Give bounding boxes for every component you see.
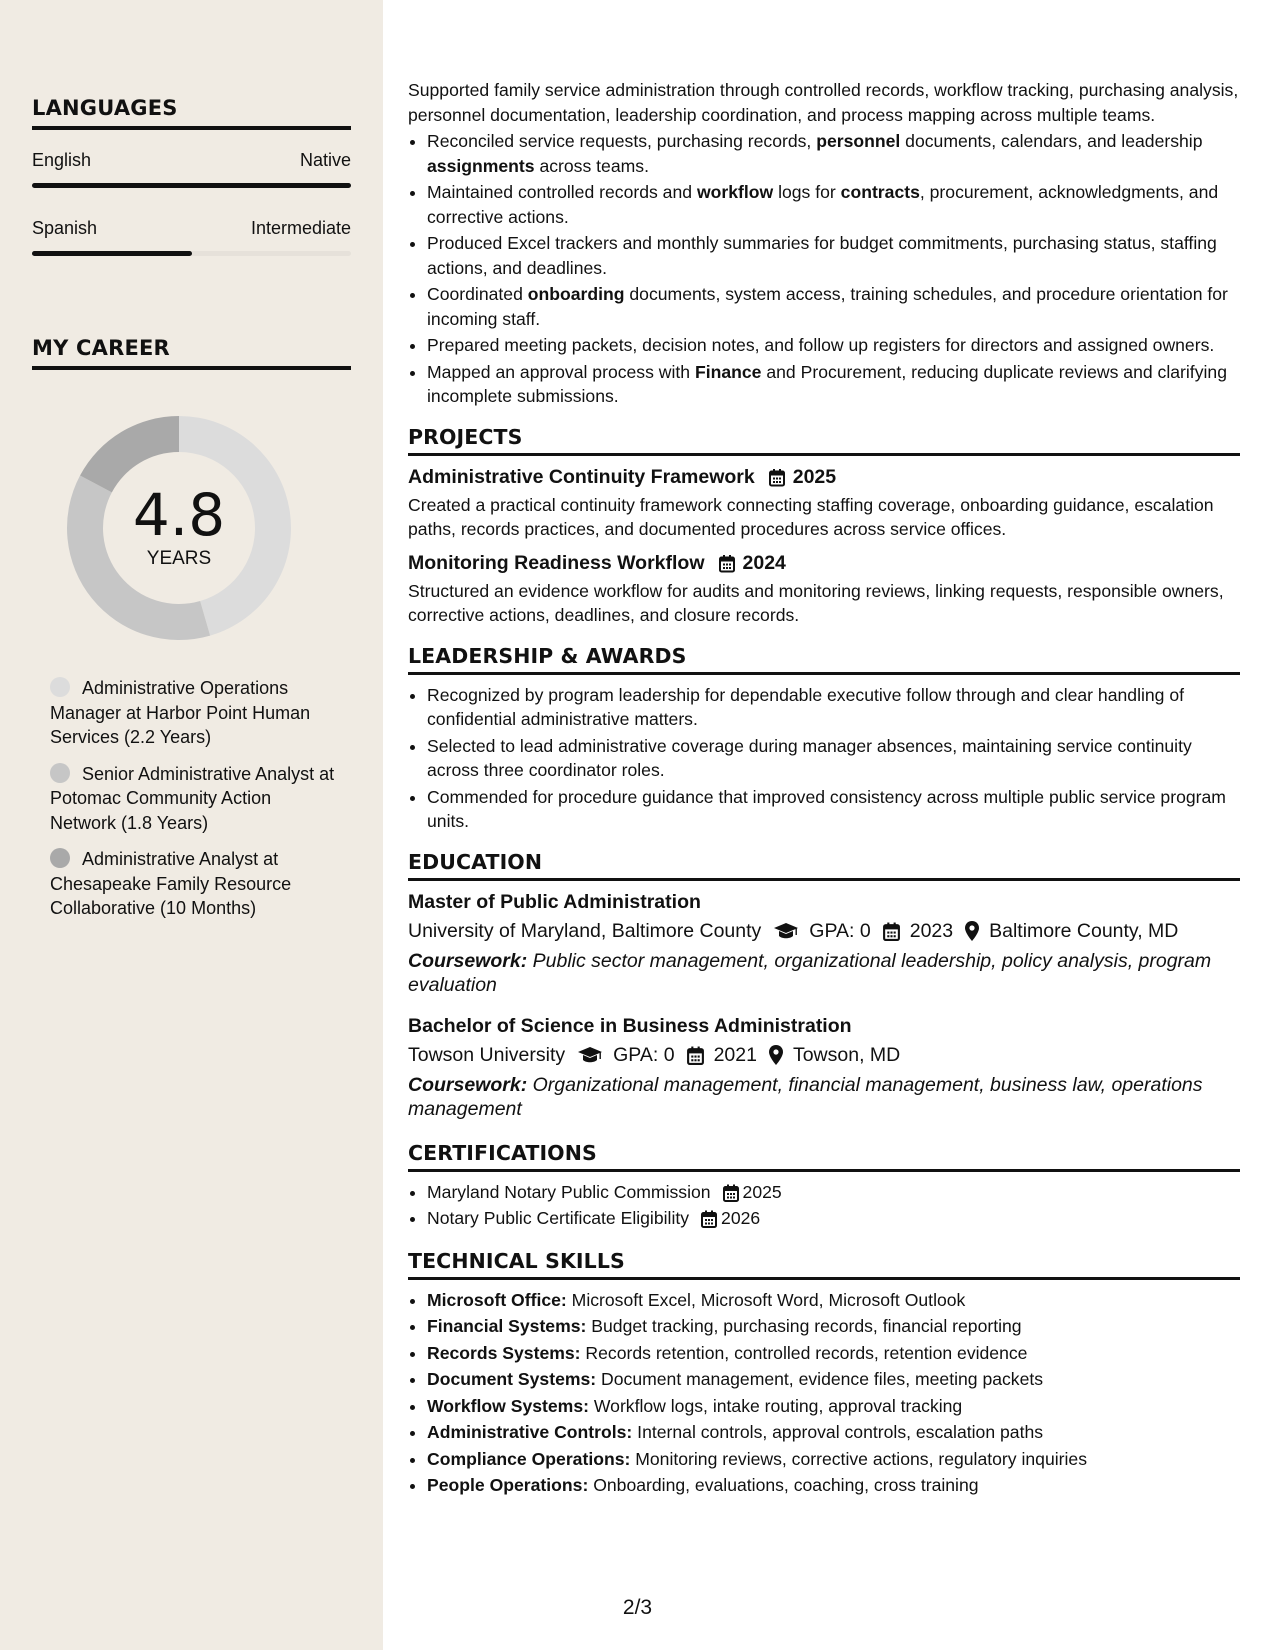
- certification-year: 2025: [742, 1181, 782, 1202]
- education-degree: Master of Public Administration: [408, 890, 701, 913]
- language-item: [32, 218, 351, 256]
- skills-list: [408, 1288, 1240, 1498]
- list-item: • Coordinated onboarding documents, system access, training schedules, and procedure orientation for incoming staff.: [427, 282, 1240, 331]
- languages-section: [32, 96, 351, 256]
- career-list: [50, 676, 340, 933]
- list-item: • Commended for procedure guidance that improved consistency across multiple public service program units.: [427, 785, 1240, 834]
- skill-value: Onboarding, evaluations, coaching, cross training: [588, 1475, 979, 1495]
- experience-section: [408, 78, 1240, 409]
- projects-heading: PROJECTS: [408, 425, 1240, 456]
- legend-dot-icon: [50, 677, 70, 697]
- education-location: Baltimore County, MD: [989, 919, 1179, 942]
- skill-value: Monitoring reviews, corrective actions, regulatory inquiries: [630, 1448, 1087, 1469]
- coursework-label: Coursework:: [408, 949, 528, 972]
- certification-name: Maryland Notary Public Commission: [427, 1181, 711, 1202]
- skill-item: [427, 1447, 1240, 1472]
- language-name: Spanish: [32, 218, 98, 238]
- list-item: • Reconciled service requests, purchasing records, personnel documents, calendars, and leadership assignments across teams.: [427, 129, 1240, 178]
- leadership-section: [408, 644, 1240, 834]
- skill-value: Microsoft Excel, Microsoft Word, Microsoft Outlook: [566, 1289, 966, 1310]
- education-item: [408, 891, 1240, 997]
- career-donut-chart: [64, 413, 294, 643]
- project-title: Administrative Continuity Framework: [408, 465, 755, 488]
- skill-label: Workflow Systems:: [427, 1395, 589, 1416]
- coursework-text: Public sector management, organizational leadership, policy analysis, program evaluation: [408, 949, 1212, 996]
- main-content: [408, 78, 1240, 1498]
- skill-label: Financial Systems:: [427, 1316, 587, 1336]
- legend-dot-icon: [50, 848, 70, 868]
- education-location: Towson, MD: [792, 1043, 901, 1066]
- graduation-cap-icon: [773, 922, 799, 940]
- location-pin-icon: [965, 921, 979, 941]
- career-item-text: Administrative Analyst at Chesapeake Family Resource Collaborative (10 Months): [50, 849, 292, 918]
- skill-value: Budget tracking, purchasing records, financial reporting: [586, 1316, 1022, 1336]
- education-section: [408, 850, 1240, 1121]
- coursework-label: Coursework:: [408, 1073, 528, 1096]
- certifications-heading: CERTIFICATIONS: [408, 1141, 1240, 1172]
- education-item: [408, 1015, 1240, 1121]
- language-name: English: [32, 150, 92, 170]
- education-gpa: GPA: 0: [613, 1043, 675, 1066]
- experience-bullets: [408, 129, 1240, 409]
- project-description: Created a practical continuity framework connecting staffing coverage, onboarding guidance, escalation paths, records practices, and documented procedures across service offices.: [408, 494, 1214, 539]
- graduation-cap-icon: [577, 1046, 603, 1064]
- career-item: [50, 847, 340, 921]
- education-coursework: [408, 949, 1240, 997]
- location-pin-icon: [769, 1045, 783, 1065]
- career-total-unit: YEARS: [146, 548, 212, 569]
- skill-label: Records Systems:: [427, 1342, 581, 1363]
- donut-center: [64, 413, 294, 643]
- calendar-icon: [723, 1184, 739, 1202]
- career-item-text: Senior Administrative Analyst at Potomac Community Action Network (1.8 Years): [50, 763, 335, 833]
- skill-label: Administrative Controls:: [427, 1422, 633, 1442]
- list-item: • Recognized by program leadership for dependable executive follow through and clear handling of confidential administrative matters.: [427, 683, 1240, 732]
- skill-value: Internal controls, approval controls, escalation paths: [632, 1422, 1044, 1442]
- list-item: • Selected to lead administrative coverage during manager absences, maintaining service continuity across three coordinator roles.: [427, 734, 1240, 783]
- legend-dot-icon: [50, 763, 70, 783]
- skill-item: [427, 1473, 1240, 1498]
- education-school: University of Maryland, Baltimore County: [408, 919, 762, 942]
- education-school: Towson University: [408, 1043, 566, 1066]
- project-title: Monitoring Readiness Workflow: [408, 551, 705, 574]
- language-level: Intermediate: [250, 218, 351, 238]
- leadership-list: [408, 683, 1240, 834]
- certification-year: 2026: [721, 1208, 761, 1228]
- career-heading: MY CAREER: [32, 336, 351, 370]
- projects-section: [408, 425, 1240, 628]
- skills-section: [408, 1249, 1240, 1498]
- career-item: [50, 762, 340, 836]
- calendar-icon: [719, 554, 735, 573]
- certification-item: [427, 1206, 1240, 1231]
- project-year: 2024: [742, 551, 786, 574]
- language-proficiency-fill: [32, 251, 192, 256]
- page-number: 2/3: [622, 1596, 653, 1619]
- language-proficiency-bar: [32, 251, 351, 256]
- skill-label: Microsoft Office:: [427, 1289, 567, 1310]
- list-item: • Maintained controlled records and workflow logs for contracts, procurement, acknowledgments, and corrective actions.: [427, 180, 1240, 229]
- education-year: 2021: [713, 1043, 757, 1066]
- skill-label: People Operations:: [427, 1475, 589, 1495]
- skill-item: [427, 1367, 1240, 1392]
- certification-name: Notary Public Certificate Eligibility: [427, 1208, 690, 1228]
- education-degree: Bachelor of Science in Business Administration: [408, 1014, 852, 1037]
- career-item-text: Administrative Operations Manager at Harbor Point Human Services (2.2 Years): [50, 678, 311, 747]
- experience-summary: Supported family service administration through controlled records, workflow tracking, purchasing analysis, personnel documentation, leadership coordination, and process mapping across multiple teams.: [408, 80, 1239, 125]
- skill-label: Compliance Operations:: [427, 1448, 631, 1469]
- career-total-value: 4.8: [132, 481, 226, 549]
- skill-label: Document Systems:: [427, 1369, 597, 1389]
- language-proficiency-bar: [32, 183, 351, 188]
- calendar-icon: [701, 1210, 717, 1228]
- project-item: [408, 466, 1240, 542]
- skill-value: Workflow logs, intake routing, approval tracking: [588, 1395, 963, 1416]
- sidebar: [0, 0, 383, 1650]
- certifications-list: [408, 1180, 1240, 1231]
- skill-value: Document management, evidence files, meeting packets: [596, 1369, 1044, 1389]
- skills-heading: TECHNICAL SKILLS: [408, 1249, 1240, 1280]
- skill-item: [427, 1288, 1240, 1313]
- project-item: [408, 552, 1240, 628]
- education-heading: EDUCATION: [408, 850, 1240, 881]
- skill-item: [427, 1420, 1240, 1445]
- skill-item: [427, 1394, 1240, 1419]
- calendar-icon: [883, 922, 900, 941]
- language-proficiency-fill: [32, 183, 351, 188]
- list-item: • Produced Excel trackers and monthly summaries for budget commitments, purchasing status, staffing actions, and deadlines.: [427, 231, 1240, 280]
- career-section: [32, 336, 351, 370]
- project-description: Structured an evidence workflow for audits and monitoring reviews, linking requests, responsible owners, corrective actions, deadlines, and closure records.: [408, 580, 1224, 625]
- list-item: • Mapped an approval process with Finance and Procurement, reducing duplicate reviews and clarifying incomplete submissions.: [427, 360, 1240, 409]
- skill-item: [427, 1341, 1240, 1366]
- education-coursework: [408, 1073, 1240, 1121]
- coursework-text: Organizational management, financial management, business law, operations management: [408, 1073, 1203, 1120]
- education-gpa: GPA: 0: [809, 919, 871, 942]
- certification-item: [427, 1180, 1240, 1205]
- skill-value: Records retention, controlled records, retention evidence: [580, 1342, 1028, 1363]
- career-item: [50, 676, 340, 750]
- education-year: 2023: [909, 919, 954, 942]
- list-item: • Prepared meeting packets, decision notes, and follow up registers for directors and assigned owners.: [427, 333, 1240, 358]
- language-item: [32, 150, 351, 188]
- language-level: Native: [299, 150, 351, 170]
- certifications-section: [408, 1141, 1240, 1231]
- leadership-heading: LEADERSHIP & AWARDS: [408, 644, 1240, 675]
- calendar-icon: [687, 1046, 704, 1065]
- languages-heading: LANGUAGES: [32, 96, 351, 130]
- calendar-icon: [769, 468, 785, 487]
- project-year: 2025: [792, 465, 837, 488]
- skill-item: [427, 1314, 1240, 1339]
